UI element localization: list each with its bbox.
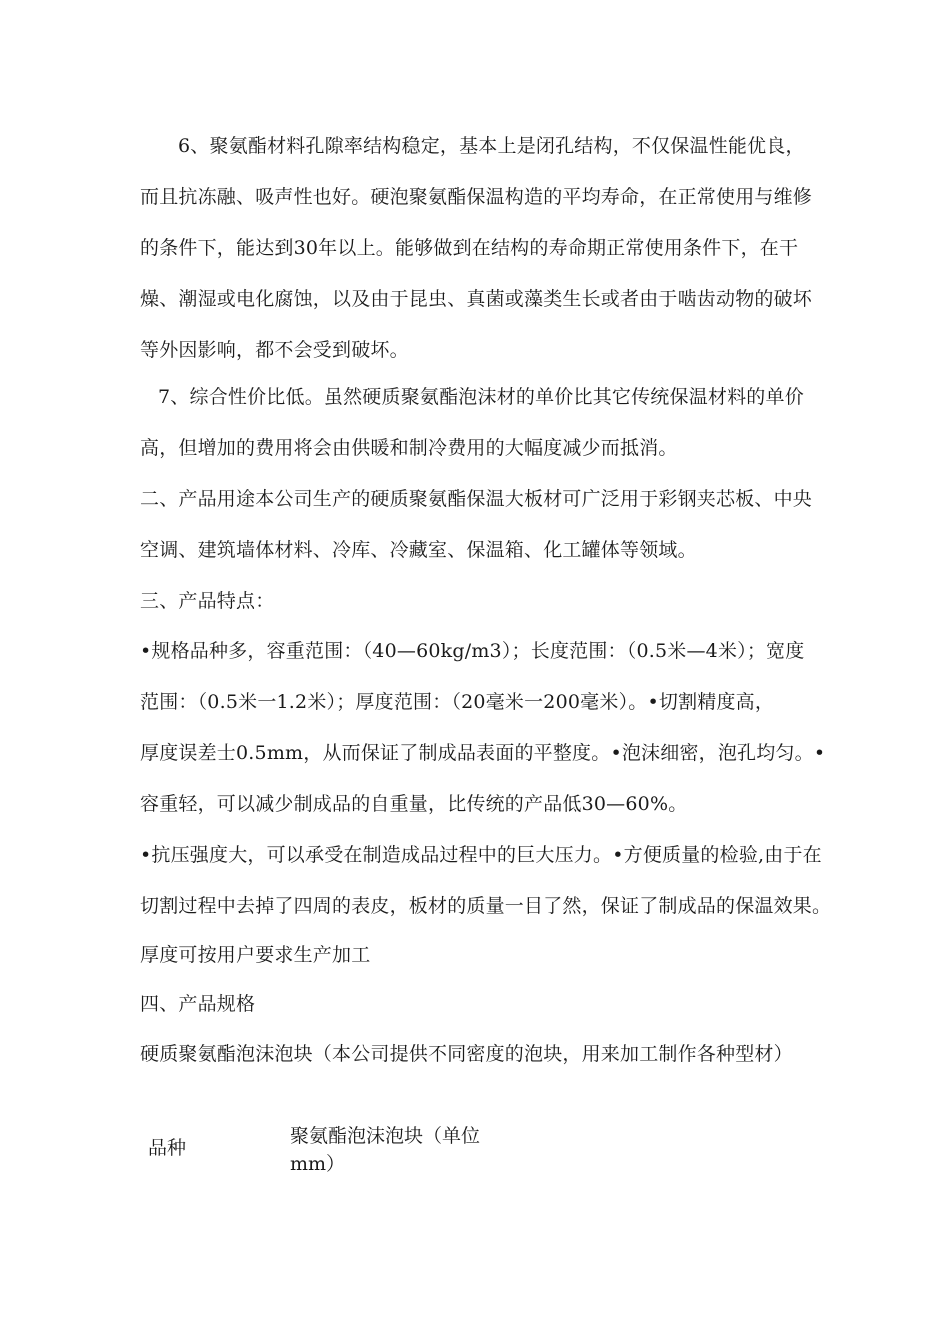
paragraph-7-line-2: 高，但增加的费用将会由供暖和制冷费用的大幅度减少而抵消。 [140,437,678,459]
features-line-2: 范围：（0.5米一1.2米）；厚度范围：（20毫米一200毫米）。•切割精度高， [140,691,775,713]
features-line-1: •规格品种多，容重范围：（40—60kg/m3）；长度范围：（0.5米—4米）；宽度 [140,640,805,662]
paragraph-7-line-1: 7、综合性价比低。虽然硬质聚氨酯泡沫材的单价比其它传统保温材料的单价 [158,386,804,408]
table-row-label: 品种 [148,1137,187,1159]
features-line-7: 厚度可按用户要求生产加工 [140,944,371,966]
section-3-heading: 三、产品特点： [140,590,275,612]
section-2-line-2: 空调、建筑墙体材料、冷库、冷藏室、保温箱、化工罐体等领域。 [140,539,697,561]
table-column-header: 聚氨酯泡沫泡块（单位mm） [290,1125,481,1175]
section-4-intro: 硬质聚氨酯泡沫泡块（本公司提供不同密度的泡块，用来加工制作各种型材） [140,1043,793,1065]
paragraph-6-line-2: 而且抗冻融、吸声性也好。硬泡聚氨酯保温构造的平均寿命，在正常使用与维修 [140,186,813,208]
paragraph-6-line-3: 的条件下，能达到30年以上。能够做到在结构的寿命期正常使用条件下，在干 [140,237,799,259]
paragraph-6-line-4: 燥、潮湿或电化腐蚀，以及由于昆虫、真菌或藻类生长或者由于啮齿动物的破坏 [140,288,813,310]
features-line-3: 厚度误差士0.5mm，从而保证了制成品表面的平整度。•泡沫细密，泡孔均匀。• [140,742,826,764]
features-line-6: 切割过程中去掉了四周的表皮，板材的质量一目了然，保证了制成品的保温效果。 [140,895,832,917]
section-2-line-1: 二、产品用途本公司生产的硬质聚氨酯保温大板材可广泛用于彩钢夹芯板、中央 [140,488,813,510]
section-4-heading: 四、产品规格 [140,993,256,1015]
features-line-5: •抗压强度大，可以承受在制造成品过程中的巨大压力。•方便质量的检验,由于在 [140,844,822,866]
paragraph-6-line-5: 等外因影响，都不会受到破坏。 [140,339,409,361]
spec-table [140,1118,500,1178]
paragraph-6-line-1: 6、聚氨酯材料孔隙率结构稳定，基本上是闭孔结构，不仅保温性能优良， [178,135,805,157]
features-line-4: 容重轻，可以减少制成品的自重量，比传统的产品低30—60%。 [140,793,688,815]
